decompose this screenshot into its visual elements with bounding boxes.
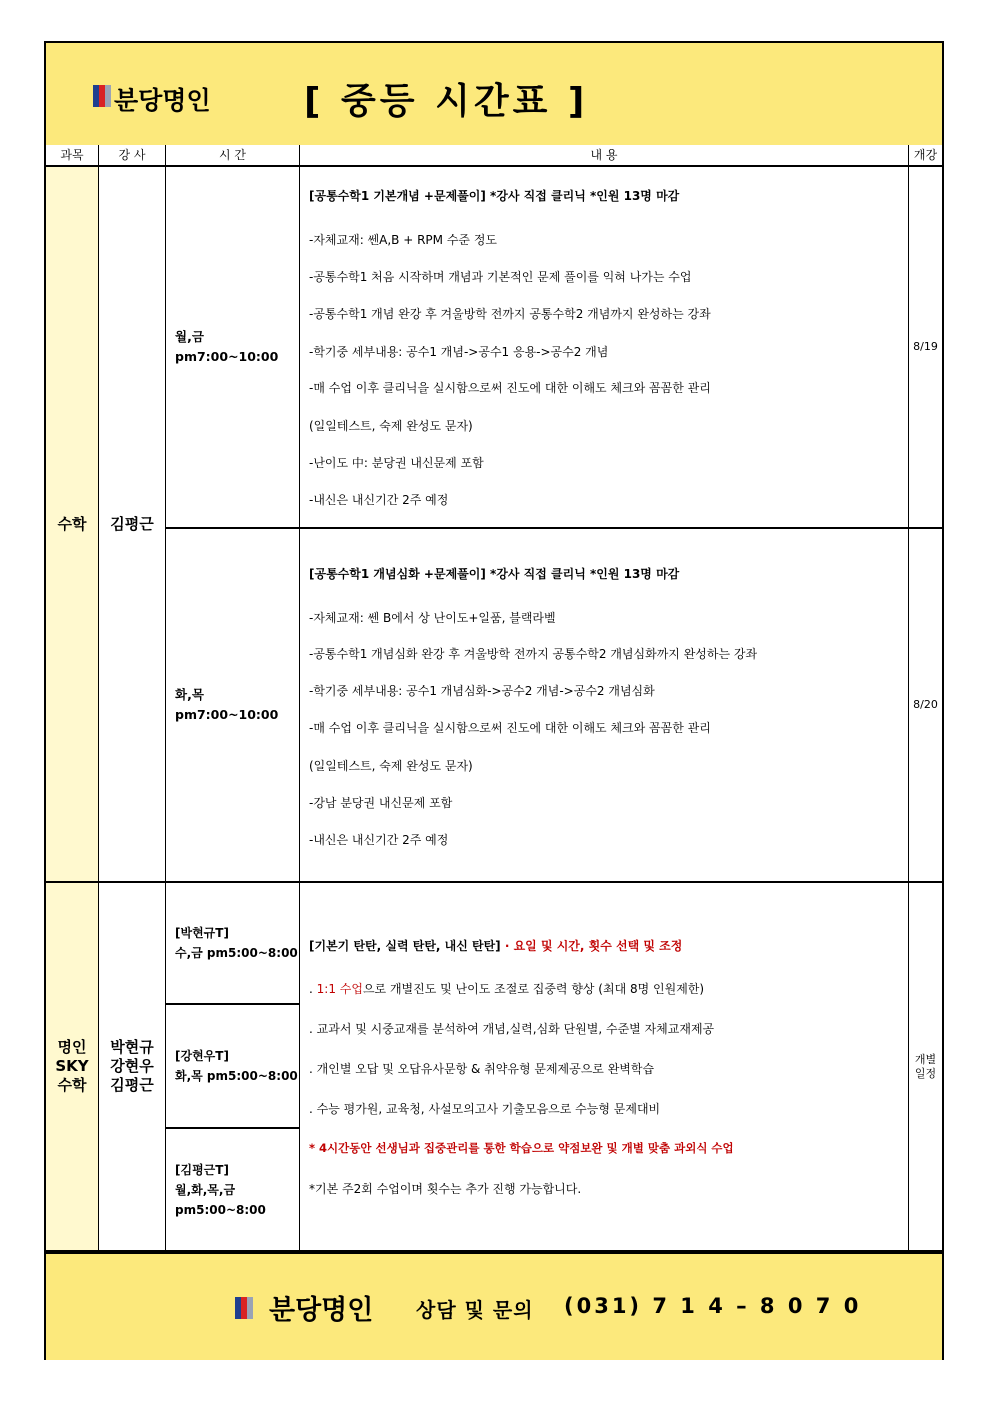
column-header-subject: 과목 (46, 145, 99, 167)
content-line: -공통수학1 개념심화 완강 후 겨울방학 전까지 공통수학2 개념심화까지 완성하는 강좌 (309, 647, 758, 661)
open-date-2: 8/20 (909, 529, 942, 883)
header-brand: 분당명인 (114, 86, 211, 115)
content-line: -난이도 中: 분당권 내신문제 포함 (309, 456, 484, 470)
session-heading: [공통수학1 기본개념 +문제풀이] *강사 직접 클리닉 *인원 13명 마감 (309, 189, 680, 203)
sky-heading-text: [기본기 탄탄, 실력 탄탄, 내신 탄탄] (309, 939, 501, 953)
teacher-sky (99, 883, 166, 1252)
sky-heading-note: · 요일 및 시간, 횟수 선택 및 조정 (500, 939, 683, 953)
sky-line: . 개인별 오답 및 오답유사문항 & 취약유형 문제제공으로 완벽학습 (309, 1062, 655, 1076)
open-date-1: 8/19 (909, 167, 942, 529)
days-label: 화,목 (175, 687, 204, 702)
column-header-content: 내 용 (300, 145, 909, 167)
content-line: -매 수업 이후 클리닉을 실시함으로써 진도에 대한 이해도 체크와 꼼꼼한 관리 (309, 381, 711, 395)
content-line: -강남 분당권 내신문제 포함 (309, 796, 453, 810)
slot-teacher: [박현규T] (175, 926, 229, 940)
footer-banner (46, 1252, 942, 1360)
logo-icon (235, 1297, 253, 1319)
content-line: -학기중 세부내용: 공수1 개념->공수1 응용->공수2 개념 (309, 345, 609, 359)
logo-icon (93, 85, 111, 107)
timetable-frame (44, 41, 944, 1360)
content-line: -자체교재: 쎈 B에서 상 난이도+일품, 블랙라벨 (309, 611, 556, 625)
slot-time: 수,금 pm5:00~8:00 (175, 946, 298, 960)
content-line: -공통수학1 처음 시작하며 개념과 기본적인 문제 풀이를 익혀 나가는 수업 (309, 270, 692, 284)
sky-red-line: * 4시간동안 선생님과 집중관리를 통한 학습으로 약점보완 및 개별 맞춤 과외식 수업 (309, 1141, 734, 1155)
time-slot-kim (166, 1129, 300, 1252)
slot-time: pm5:00~8:00 (175, 1202, 266, 1217)
content-line: (일일테스트, 숙제 완성도 문자) (309, 419, 473, 433)
slot-time: 화,목 pm5:00~8:00 (175, 1069, 298, 1083)
time-math-tue-thu (166, 529, 300, 883)
time-label: pm7:00~10:00 (175, 349, 279, 364)
content-line: -내신은 내신기간 2주 예정 (309, 833, 449, 847)
footer-phone[interactable]: (031) 7 1 4 – 8 0 7 0 (564, 1294, 862, 1318)
days-label: 월,금 (175, 329, 204, 344)
subject-line: 명인 (57, 1038, 87, 1056)
sky-line: . 교과서 및 시중교재를 분석하여 개념,실력,심화 단원별, 수준별 자체교재제공 (309, 1022, 715, 1036)
content-line: -자체교재: 쎈A,B + RPM 수준 정도 (309, 233, 498, 247)
open-line: 개별 (914, 1052, 937, 1066)
teacher-name: 강현우 (110, 1057, 154, 1075)
header-banner (46, 43, 942, 147)
slot-teacher: [김평근T] (175, 1162, 229, 1177)
subject-sky-math (46, 883, 99, 1252)
slot-teacher: [강현우T] (175, 1049, 229, 1063)
footer-brand: 분당명인 (269, 1295, 374, 1326)
teacher-name: 박현규 (110, 1038, 154, 1056)
open-line: 일정 (914, 1066, 937, 1080)
sky-line: . 수능 평가원, 교육청, 사설모의고사 기출모음으로 수능형 문제대비 (309, 1102, 661, 1116)
sky-line-prefix: . (309, 982, 317, 996)
content-sky (300, 883, 909, 1252)
content-line: -학기중 세부내용: 공수1 개념심화->공수2 개념->공수2 개념심화 (309, 684, 655, 698)
content-line: -공통수학1 개념 완강 후 겨울방학 전까지 공통수학2 개념까지 완성하는 강좌 (309, 307, 711, 321)
content-math-session-2 (300, 529, 909, 883)
sky-line-rest: 으로 개별진도 및 난이도 조절로 집중력 향상 (최대 8명 인원제한) (362, 982, 705, 996)
sky-line (309, 980, 704, 997)
open-sky (909, 883, 942, 1252)
content-line: (일일테스트, 숙제 완성도 문자) (309, 759, 473, 773)
slot-time: 월,화,목,금 (175, 1182, 236, 1197)
sky-line-highlight: 1:1 수업 (316, 982, 363, 996)
page-title: [ 중등 시간표 ] (304, 81, 589, 122)
subject-line: SKY (55, 1057, 89, 1075)
time-label: pm7:00~10:00 (175, 707, 279, 722)
column-header-time: 시 간 (166, 145, 300, 167)
column-header-teacher: 강 사 (99, 145, 166, 167)
sky-heading (309, 937, 682, 954)
content-line: -내신은 내신기간 2주 예정 (309, 493, 449, 507)
content-math-session-1 (300, 167, 909, 529)
teacher-name: 김평근 (110, 1076, 154, 1094)
time-math-mon-fri (166, 167, 300, 529)
subject-line: 수학 (57, 1076, 87, 1094)
column-header-open: 개강 (909, 145, 942, 167)
subject-math: 수학 (46, 167, 99, 883)
session-heading: [공통수학1 개념심화 +문제풀이] *강사 직접 클리닉 *인원 13명 마감 (309, 567, 680, 581)
content-line: -매 수업 이후 클리닉을 실시함으로써 진도에 대한 이해도 체크와 꼼꼼한 관리 (309, 721, 711, 735)
footer-contact-label: 상담 및 문의 (416, 1298, 534, 1322)
time-slot-kang (166, 1005, 300, 1129)
time-slot-park (166, 883, 300, 1005)
teacher-math: 김평근 (99, 167, 166, 883)
sky-line: *기본 주2회 수업이며 횟수는 추가 진행 가능합니다. (309, 1182, 582, 1196)
